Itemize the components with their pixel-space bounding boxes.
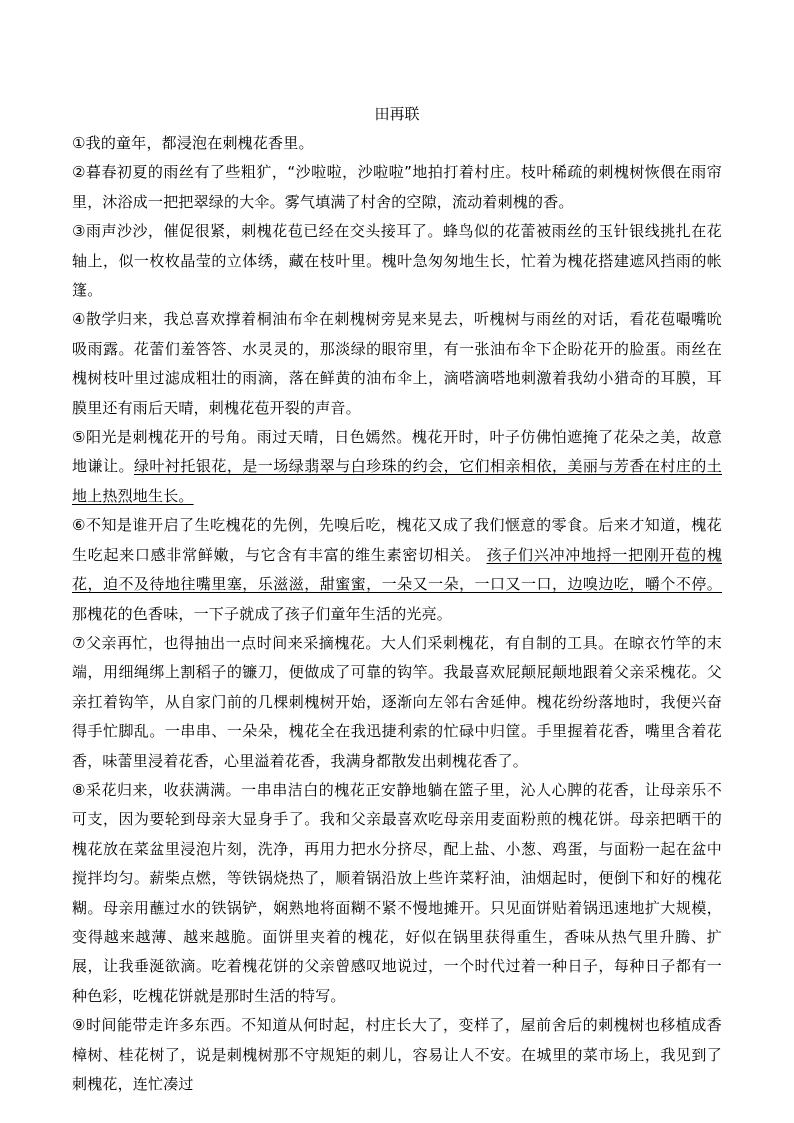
underlined-sentence-2: 孩子们兴冲冲地捋一把刚开苞的槐花，迫不及待地往嘴里塞，乐滋滋，甜蜜蜜，一朵又一朵，一口又一口，边嗅边吃，嚼个不停。 bbox=[72, 545, 723, 594]
paragraph-1: ①我的童年，都浸泡在刺槐花香里。 bbox=[72, 134, 314, 152]
paragraph-3: ③雨声沙沙，催促很紧，刺槐花苞已经在交头接耳了。蜂鸟似的花蕾被雨丝的玉针银线挑扎在花轴上，似一枚枚晶莹的立体绣，藏在枝叶里。槐叶急匆匆地生长，忙着为槐花搭建遮风挡雨的帐篷。 bbox=[72, 222, 722, 300]
paragraph-8: ⑧采花归来，收获满满。一串串洁白的槐花正安静地躺在篮子里，沁人心脾的花香，让母亲乐不可支，因为要轮到母亲大显身手了。我和父亲最喜欢吃母亲用麦面粉煎的槐花饼。母亲把晒干的槐花放在菜盆里浸泡片刻，洗净，再用力把水分挤尽，配上盐、小葱、鸡蛋，与面粉一起在盆中搅拌均匀。薪柴点燃，等铁锅烧热了，顺着锅沿放上些许菜籽油，油烟起时，便倒下和好的槐花糊。母亲用蘸过水的铁锅铲，娴熟地将面糊不紧不慢地摊开。只见面饼贴着锅迅速地扩大规模，变得越来越薄、越来越脆。面饼里夹着的槐花，好似在锅里获得重生，香味从热气里升腾、扩展，让我垂涎欲滴。吃着槐花饼的父亲曾感叹地说过，一个时代过着一种日子，每种日子都有一种色彩，吃槐花饼就是那时生活的特写。 bbox=[72, 780, 722, 1005]
paragraph-7: ⑦父亲再忙，也得抽出一点时间来采摘槐花。大人们采刺槐花，有自制的工具。在晾衣竹竿的末端，用细绳绑上割稻子的镰刀，便做成了可靠的钩竿。我最喜欢屁颠屁颠地跟着父亲采槐花。父亲扛着钩竿，从自家门前的几棵刺槐树开始，逐渐向左邻右舍延伸。槐花纷纷落地时，我便兴奋得手忙脚乱。一串串、一朵朵，槐花全在我迅捷利索的忙碌中归筐。手里握着花香，嘴里含着花香，味蕾里浸着花香，心里溢着花香，我满身都散发出刺槐花香了。 bbox=[72, 633, 722, 770]
document-page bbox=[72, 100, 722, 1099]
paragraph-9: ⑨时间能带走许多东西。不知道从何时起，村庄长大了，变样了，屋前舍后的刺槐树也移植成香樟树、桂花树了，说是刺槐树那不守规矩的刺儿，容易让人不安。在城里的菜市场上，我见到了刺槐花，连忙凑过 bbox=[72, 1016, 722, 1093]
paragraph-6-end: 那槐花的色香味，一下子就成了孩子们童年生活的光亮。 bbox=[72, 604, 453, 623]
paragraph-6 bbox=[72, 511, 722, 629]
paragraph-5-text: ⑤阳光是刺槐花开的号角。雨过天晴，日色嫣然。槐花开时，叶子仿佛怕遮掩了花朵之美，故意地谦让。 bbox=[72, 428, 722, 476]
paragraph-6-text: ⑥不知是谁开启了生吃槐花的先例，先嗅后吃，槐花又成了我们惬意的零食。后来才知道，槐花生吃起来口感非常鲜嫩，与它含有丰富的维生素密切相关。 bbox=[72, 516, 722, 564]
author-name: 田再联 bbox=[374, 105, 420, 123]
paragraph-5 bbox=[72, 423, 722, 511]
paragraph-4: ④散学归来，我总喜欢撑着桐油布伞在刺槐树旁晃来晃去，听槐树与雨丝的对话，看花苞嘬嘴吮吸雨露。花蕾们羞答答、水灵灵的，那淡绿的眼帘里，有一张油布伞下企盼花开的脸蛋。雨丝在槐树枝叶里过滤成粗壮的雨滴，落在鲜黄的油布伞上，滴嗒滴嗒地刺激着我幼小猎奇的耳膜，耳膜里还有雨后天晴，刺槐花苞开裂的声音。 bbox=[72, 310, 722, 417]
paragraph-2: ②暮春初夏的雨丝有了些粗犷，“沙啦啦，沙啦啦”地拍打着村庄。枝叶稀疏的刺槐树恢偎在雨帘里，沐浴成一把把翠绿的大伞。雾气填满了村舍的空隙，流动着刺槐的香。 bbox=[72, 163, 722, 211]
underlined-sentence-1: 绿叶衬托银花，是一场绿翡翠与白珍珠的约会，它们相亲相依，美丽与芳香在村庄的土地上热烈地生长。 bbox=[72, 457, 722, 505]
